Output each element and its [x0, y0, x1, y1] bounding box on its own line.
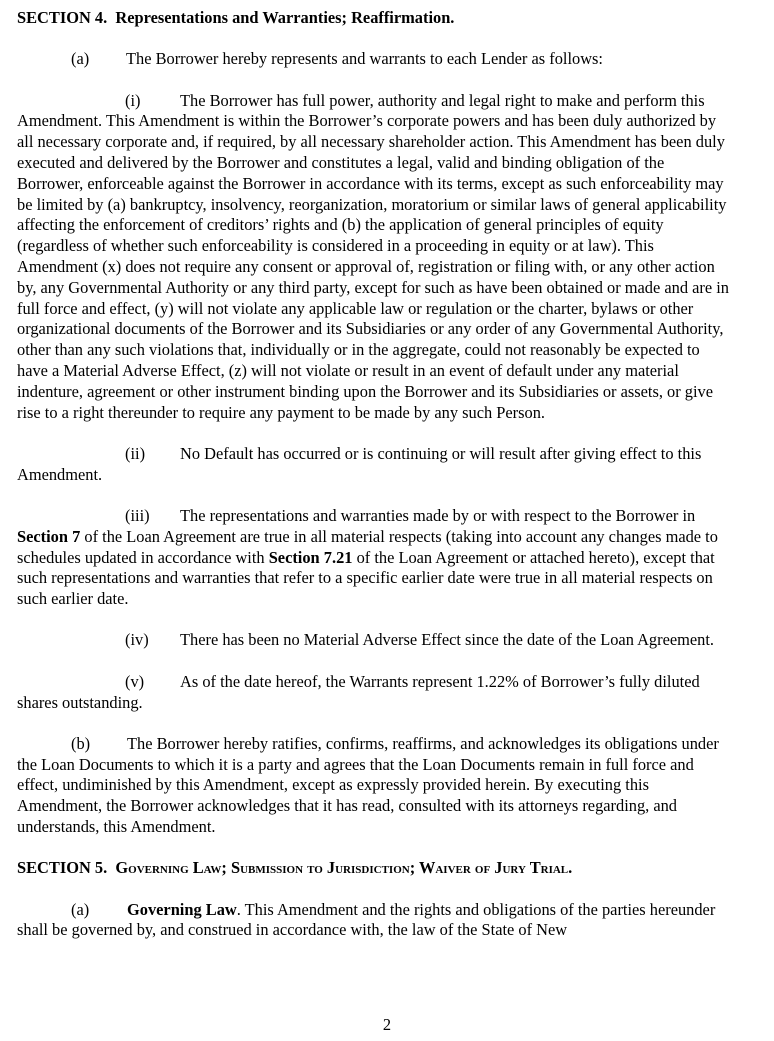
page-number: 2 [382, 1015, 392, 1034]
section-5-title: Governing Law; Submission to Jurisdiction; Waiver of Jury Trial. [115, 858, 573, 878]
section-5-number: SECTION 5. [17, 858, 108, 878]
label-4a-iii: (iii) [125, 505, 150, 525]
label-4a-i: (i) [125, 90, 141, 110]
text-4a-ii: No Default has occurred or is continuing or will result after giving effect to this Amendment. [17, 443, 702, 484]
section-4-heading [17, 8, 733, 29]
text-4a-v: As of the date hereof, the Warrants represent 1.22% of Borrower’s fully diluted shares outstanding. [17, 671, 700, 712]
label-4a-v: (v) [125, 671, 145, 691]
label-4a-ii: (ii) [125, 443, 146, 463]
section-4-title: Representations and Warranties; Reaffirmation. [115, 8, 455, 27]
paragraph-4b [17, 734, 733, 838]
text-4a-iii-part3: of the Loan Agreement or attached hereto), except that such representations and warranties that refer to a specific earlier date were true in all material respects on such earlier date. [17, 547, 715, 609]
label-4a-iv: (iv) [125, 630, 149, 650]
paragraph-4a-iv [17, 630, 733, 651]
text-4a-iii-part1: The representations and warranties made by or with respect to the Borrower in [180, 505, 696, 525]
paragraph-4a-v [17, 672, 733, 714]
section-7-ref: Section 7 [17, 526, 81, 546]
text-4a: The Borrower hereby represents and warrants to each Lender as follows: [126, 49, 603, 69]
governing-law-heading: Governing Law [127, 899, 237, 919]
paragraph-4a-ii [17, 444, 733, 486]
section-7-21-ref: Section 7.21 [268, 547, 353, 567]
text-5a: . This Amendment and the rights and obligations of the parties hereunder shall be governed by, and construed in accordance with, the law of the State of New [17, 899, 716, 940]
label-4b: (b) [71, 733, 91, 753]
label-5a: (a) [71, 899, 90, 919]
text-4a-i: The Borrower has full power, authority and legal right to make and perform this Amendment. This Amendment is within the Borrower’s corporate powers and has been duly authorized by all necessary corporate and, if required, by all necessary shareholder action. This Amendment has been duly executed and delivered by the Borrower and constitutes a legal, valid and binding obligation of the Borrower, enforceable against the Borrower in accordance with its terms, except as such enforceability may be limited by (a) bankruptcy, insolvency, reorganization, moratorium or similar laws of general applicability affecting the enforcement of creditors’ rights and (b) the application of general principles of equity (regardless of whether such enforceability is considered in a proceeding in equity or at law). This Amendment (x) does not require any consent or approval of, registration or filing with, or any other action by, any Governmental Authority or any third party, except for such as have been obtained or made and are in full force and effect, (y) will not violate any applicable law or regulation or the charter, bylaws or other organizational documents of the Borrower and its Subsidiaries or any order of any Governmental Authority, other than any such violations that, individually or in the aggregate, could not reasonably be expected to have a Material Adverse Effect, (z) will not violate or result in an event of default under any material indenture, agreement or other instrument binding upon the Borrower and its Subsidiaries or assets, or give rise to a right thereunder to require any payment to be made by any such Person. [17, 90, 729, 422]
paragraph-4a-i [17, 91, 733, 424]
label-4a: (a) [71, 49, 90, 69]
paragraph-4a [17, 49, 733, 70]
document-page [17, 8, 733, 941]
section-5-heading [17, 858, 733, 879]
paragraph-4a-iii [17, 506, 733, 610]
paragraph-5a [17, 900, 733, 942]
text-4b: The Borrower hereby ratifies, confirms, reaffirms, and acknowledges its obligations under the Loan Documents to which it is a party and agrees that the Loan Documents remain in full force and effect, undiminished by this Amendment, except as expressly provided herein. By executing this Amendment, the Borrower acknowledges that it has read, consulted with its attorneys regarding, and understands, this Amendment. [17, 733, 719, 836]
text-4a-iv: There has been no Material Adverse Effect since the date of the Loan Agreement. [180, 630, 714, 650]
section-4-number: SECTION 4. [17, 8, 108, 27]
text-4a-iii-part2: of the Loan Agreement are true in all material respects (taking into account any changes made to schedules updated in accordance with [17, 526, 718, 567]
